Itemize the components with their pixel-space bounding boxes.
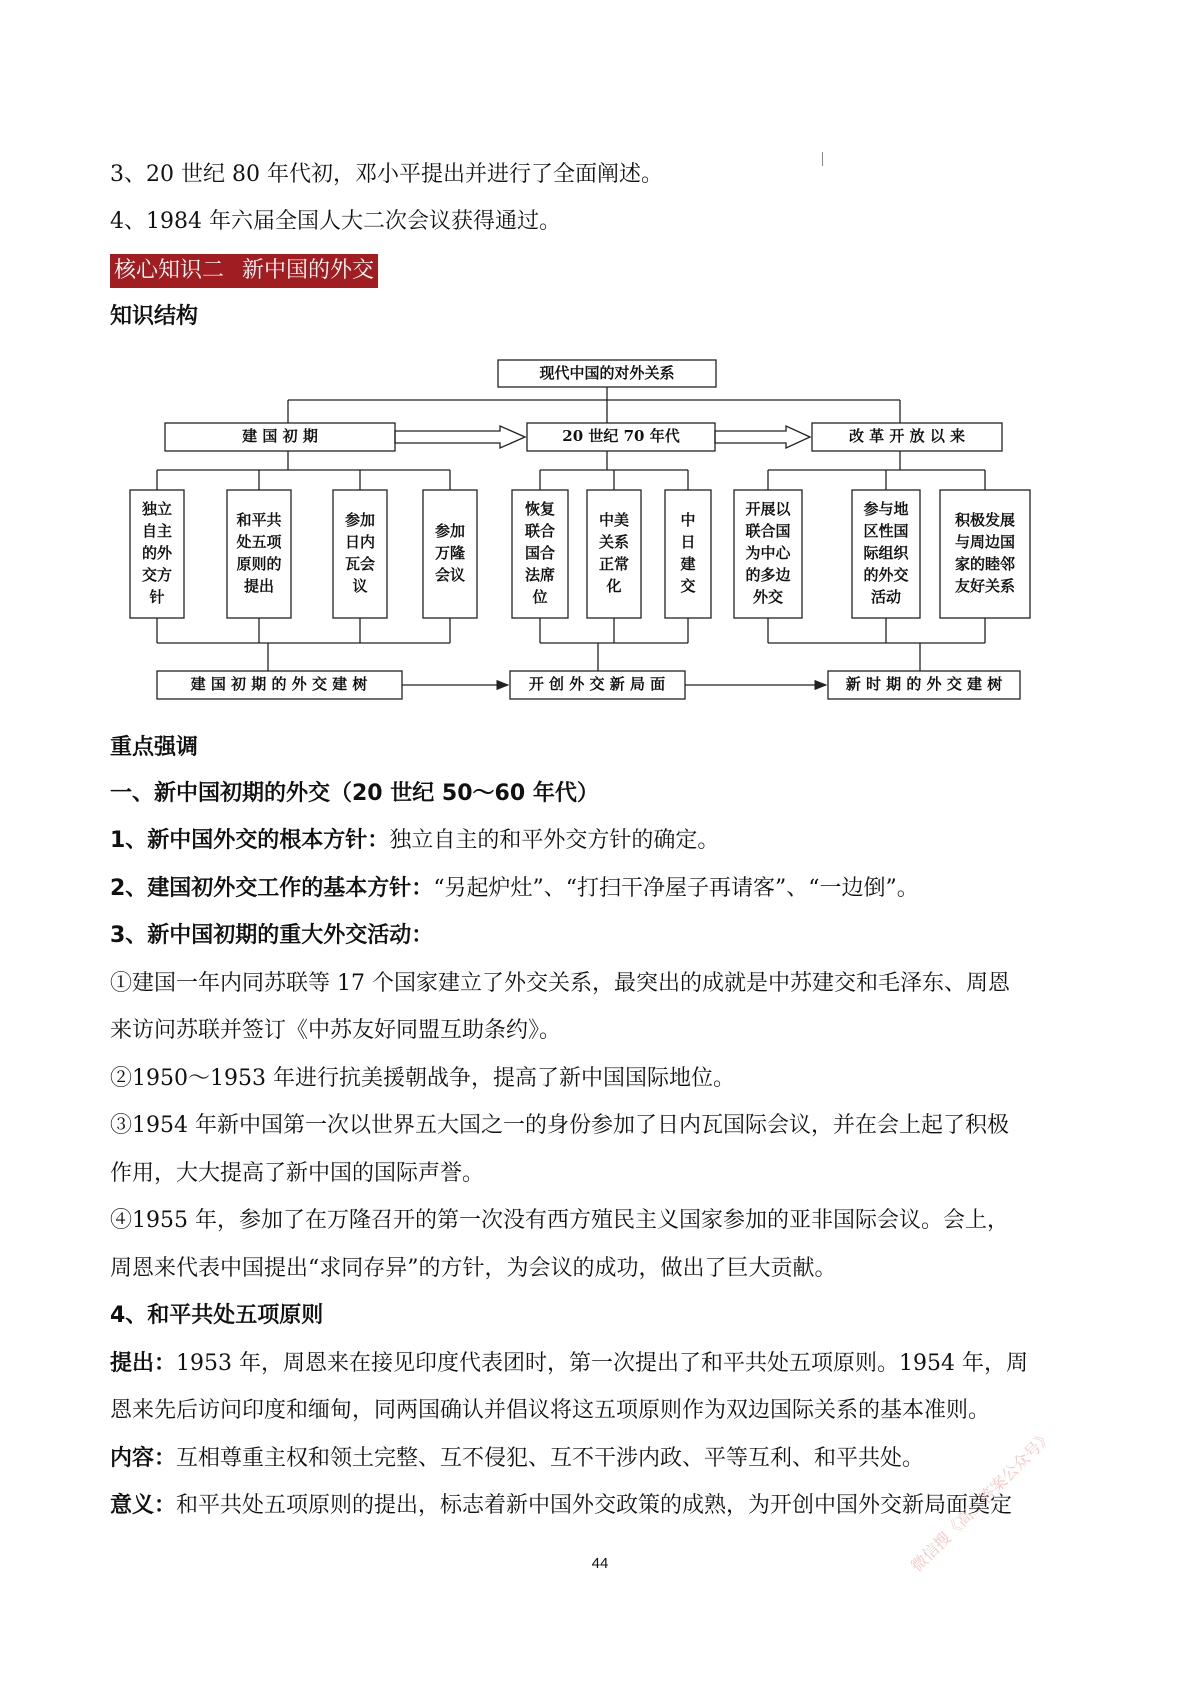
item-box-sino-us [587, 490, 641, 618]
significance-label: 意义： [110, 1493, 177, 1518]
diagram-item-label: 自主 [141, 522, 173, 540]
diagram-item-label: 中 [680, 511, 696, 529]
activity-line: ②1950～1953 年进行抗美援朝战争，提高了新中国国际地位。 [110, 1066, 735, 1091]
diagram-item-label: 友好关系 [954, 577, 1016, 595]
subheading-early-diplomacy: 一、新中国初期的外交（20 世纪 50～60 年代） [110, 781, 599, 806]
diagram-item-label: 中美 [598, 511, 630, 529]
diagram-item-label: 法席 [524, 566, 556, 584]
diagram-item-label: 建 [680, 555, 696, 573]
diagram-item-label: 家的睦邻 [954, 555, 1016, 573]
diagram-item-label: 交 [680, 577, 696, 595]
diagram-item-label: 日 [680, 533, 696, 551]
item-box-geneva [333, 490, 387, 618]
diagram-item-label: 处五项 [236, 533, 282, 551]
point-4-heading: 4、和平共处五项原则 [110, 1303, 324, 1328]
point-3-heading: 3、新中国初期的重大外交活动： [110, 923, 434, 948]
diagram-item-label: 联合 [524, 522, 556, 540]
content-line [110, 1444, 924, 1474]
period-arrow-1 [395, 426, 525, 448]
diagram-item-label: 独立 [141, 500, 173, 518]
diagram-item-label: 外交 [752, 588, 784, 606]
knowledge-structure-diagram [0, 0, 1200, 720]
proposal-text-1: 1953 年，周恩来在接见印度代表团时，第一次提出了和平共处五项原则。1954 年，周 [176, 1351, 1028, 1376]
diagram-item-label: 正常 [598, 555, 630, 573]
diagram-item-label: 积极发展 [954, 511, 1016, 529]
diagram-item-label: 化 [606, 577, 622, 595]
diagram-item-label: 国合 [524, 544, 556, 562]
content-text: 互相尊重主权和领土完整、互不侵犯、互不干涉内政、平等互利、和平共处。 [176, 1446, 925, 1471]
item-box-sino-japan [665, 490, 711, 618]
item-box-neighbors [940, 490, 1030, 618]
diagram-item-label: 区性国 [863, 522, 909, 540]
structure-heading: 知识结构 [110, 304, 199, 329]
significance-line [110, 1491, 1012, 1521]
activity-line: 周恩来代表中国提出“求同存异”的方针，为会议的成功，做出了巨大贡献。 [110, 1256, 837, 1281]
section-header-part2: 新中国的外交 [242, 258, 375, 283]
diagram-item-label: 和平共 [236, 511, 282, 529]
activity-line: 来访问苏联并签订《中苏友好同盟互助条约》。 [110, 1018, 562, 1043]
diagram-item-label: 参与地 [863, 500, 909, 518]
diagram-outcome-label: 开 创 外 交 新 局 面 [528, 675, 666, 693]
diagram-period-label: 建 国 初 期 [242, 427, 318, 445]
diagram-item-label: 日内 [344, 533, 376, 551]
diagram-item-label: 关系 [598, 533, 630, 551]
section-header-part1: 核心知识二 [114, 258, 225, 283]
proposal-line-1 [110, 1349, 1028, 1379]
diagram-item-label: 提出 [243, 577, 275, 595]
diagram-item-label: 瓦会 [344, 555, 376, 573]
diagram-outcome-label: 建 国 初 期 的 外 交 建 树 [190, 675, 368, 693]
diagram-item-label: 位 [532, 588, 548, 606]
diagram-period-label: 改 革 开 放 以 来 [848, 427, 966, 445]
diagram-item-label: 参加 [344, 511, 376, 529]
proposal-line-2: 恩来先后访问印度和缅甸，同两国确认并倡议将这五项原则作为双边国际关系的基本准则。 [110, 1398, 991, 1423]
proposal-label: 提出： [110, 1351, 177, 1376]
emphasis-heading: 重点强调 [110, 735, 199, 760]
diagram-item-label: 恢复 [524, 500, 556, 518]
diagram-item-label: 开展以 [745, 500, 791, 518]
diagram-item-label: 际组织 [863, 544, 909, 562]
diagram-item-label: 与周边国 [954, 533, 1016, 551]
content-label: 内容： [110, 1446, 177, 1471]
point-2-label: 2、建国初外交工作的基本方针： [110, 876, 434, 901]
activity-line: ①建国一年内同苏联等 17 个国家建立了外交关系，最突出的成就是中苏建交和毛泽东、周恩 [110, 971, 1010, 996]
diagram-item-label: 万隆 [434, 544, 466, 562]
diagram-item-label: 交方 [141, 566, 173, 584]
point-1-text: 独立自主的和平外交方针的确定。 [389, 828, 720, 853]
diagram-item-label: 联合国 [745, 522, 791, 540]
diagram-item-label: 参加 [434, 522, 466, 540]
diagram-item-label: 原则的 [236, 555, 282, 573]
activity-line: ③1954 年新中国第一次以世界五大国之一的身份参加了日内瓦国际会议，并在会上起了积极 [110, 1113, 1009, 1138]
diagram-item-label: 会议 [434, 566, 466, 584]
diagram-item-label: 活动 [870, 588, 902, 606]
diagram-item-label: 针 [149, 588, 165, 606]
item-box-five-principles [227, 490, 291, 618]
period-arrow-2 [715, 426, 810, 448]
point-1 [110, 826, 719, 856]
activity-line: 作用，大大提高了新中国的国际声誉。 [110, 1161, 485, 1186]
diagram-period-label: 20 世纪 70 年代 [562, 427, 680, 445]
diagram-item-label: 的外交 [863, 566, 909, 584]
activity-line: ④1955 年，参加了在万隆召开的第一次没有西方殖民主义国家参加的亚非国际会议。会上， [110, 1208, 1009, 1233]
point-2-text: “另起炉灶”、“打扫干净屋子再请客”、“一边倒”。 [433, 876, 919, 901]
intro-line-4: 4、1984 年六届全国人大二次会议获得通过。 [110, 209, 561, 234]
diagram-root-label: 现代中国的对外关系 [539, 364, 675, 382]
watermark: 微信搜《高三答案公众号》 [907, 1426, 1057, 1576]
page-number: 44 [591, 1555, 609, 1572]
diagram-item-label: 的外 [141, 544, 173, 562]
point-2 [110, 874, 919, 904]
diagram-item-label: 的多边 [745, 566, 791, 584]
intro-line-3: 3、20 世纪 80 年代初，邓小平提出并进行了全面阐述。 [110, 162, 663, 187]
diagram-item-label: 为中心 [745, 544, 791, 562]
significance-text: 和平共处五项原则的提出，标志着新中国外交政策的成熟，为开创中国外交新局面奠定 [176, 1493, 1013, 1518]
point-1-label: 1、新中国外交的根本方针： [110, 828, 390, 853]
diagram-outcome-label: 新 时 期 的 外 交 建 树 [845, 675, 1003, 693]
diagram-item-label: 议 [352, 577, 368, 595]
